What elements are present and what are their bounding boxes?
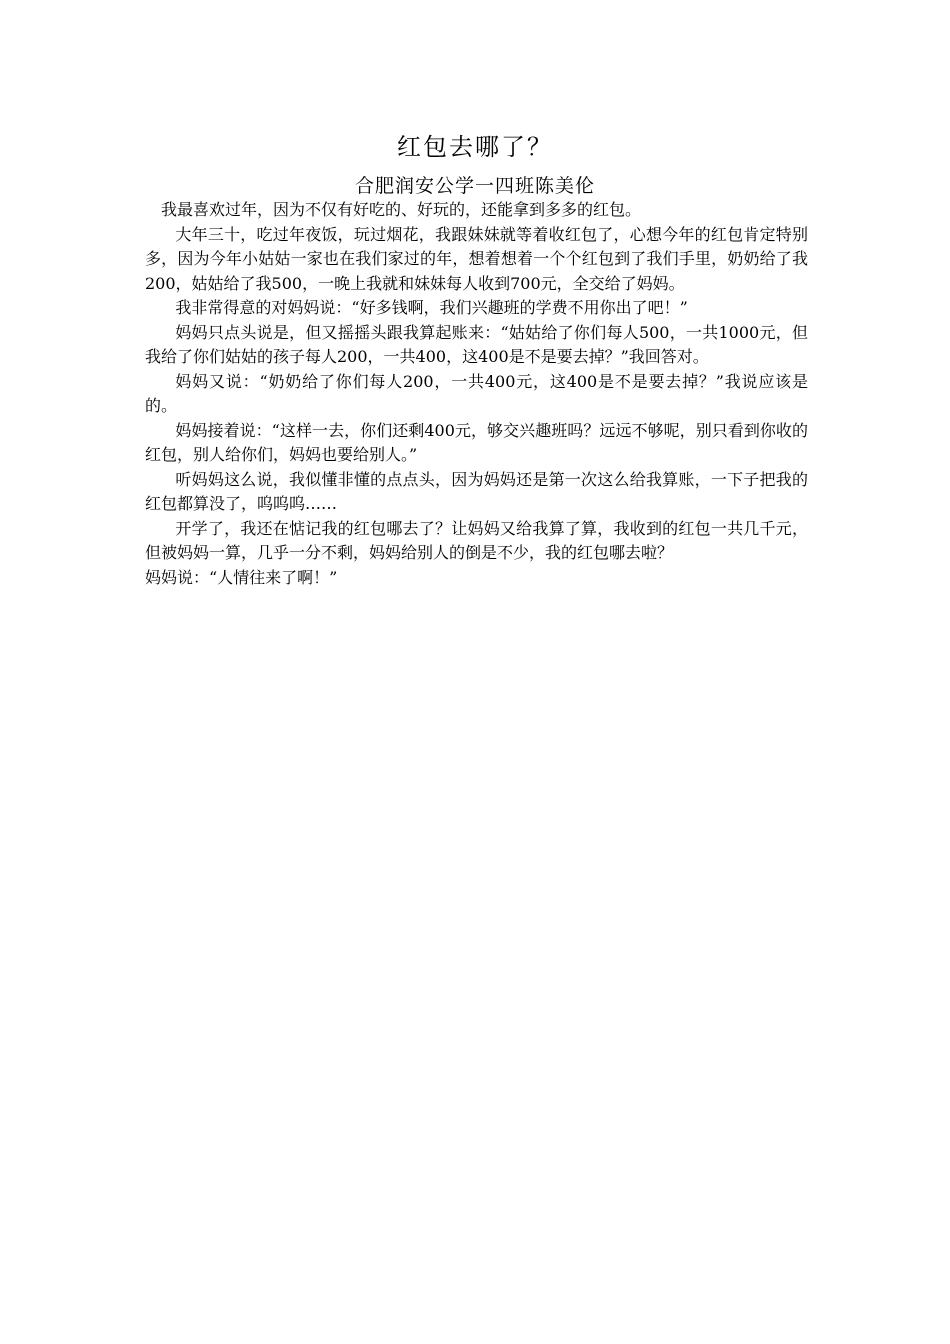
paragraph: 妈妈又说：“奶奶给了你们每人200，一共400元，这400是不是要去掉？”我说应该是的。 xyxy=(145,371,808,415)
paragraph: 我非常得意的对妈妈说：“好多钱啊，我们兴趣班的学费不用你出了吧！” xyxy=(175,298,688,317)
paragraph: 妈妈接着说：“这样一去，你们还剩400元，够交兴趣班吗？远远不够呢，别只看到你收的红包，别人给你们，妈妈也要给别人。” xyxy=(145,420,808,464)
paragraph: 妈妈只点头说是，但又摇摇头跟我算起账来：“姑姑给了你们每人500，一共1000元，但我给了你们姑姑的孩子每人200，一共400，这400是不是要去掉？”我回答对。 xyxy=(145,322,808,366)
paragraph: 大年三十，吃过年夜饭，玩过烟花，我跟妹妹就等着收红包了，心想今年的红包肯定特别多，因为今年小姑姑一家也在我们家过的年，想着想着一个个红包到了我们手里，奶奶给了我200，姑姑给了我500，一晚上我就和妹妹每人收到700元，全交给了妈妈。 xyxy=(145,224,808,293)
document-title: 红包去哪了？ xyxy=(397,133,553,161)
paragraph: 妈妈说：“人情往来了啊！” xyxy=(145,567,338,587)
paragraph: 听妈妈这么说，我似懂非懂的点点头，因为妈妈还是第一次这么给我算账，一下子把我的红包都算没了，呜呜呜…… xyxy=(145,469,808,513)
document-body xyxy=(145,198,808,590)
paragraph: 我最喜欢过年，因为不仅有好吃的、好玩的，还能拿到多多的红包。 xyxy=(161,200,642,219)
paragraph: 开学了，我还在惦记我的红包哪去了？让妈妈又给我算了算，我收到的红包一共几千元，但被妈妈一算，几乎一分不剩，妈妈给别人的倒是不少，我的红包哪去啦？ xyxy=(145,518,808,562)
author-line: 合肥润安公学一四班陈美伦 xyxy=(354,175,595,197)
